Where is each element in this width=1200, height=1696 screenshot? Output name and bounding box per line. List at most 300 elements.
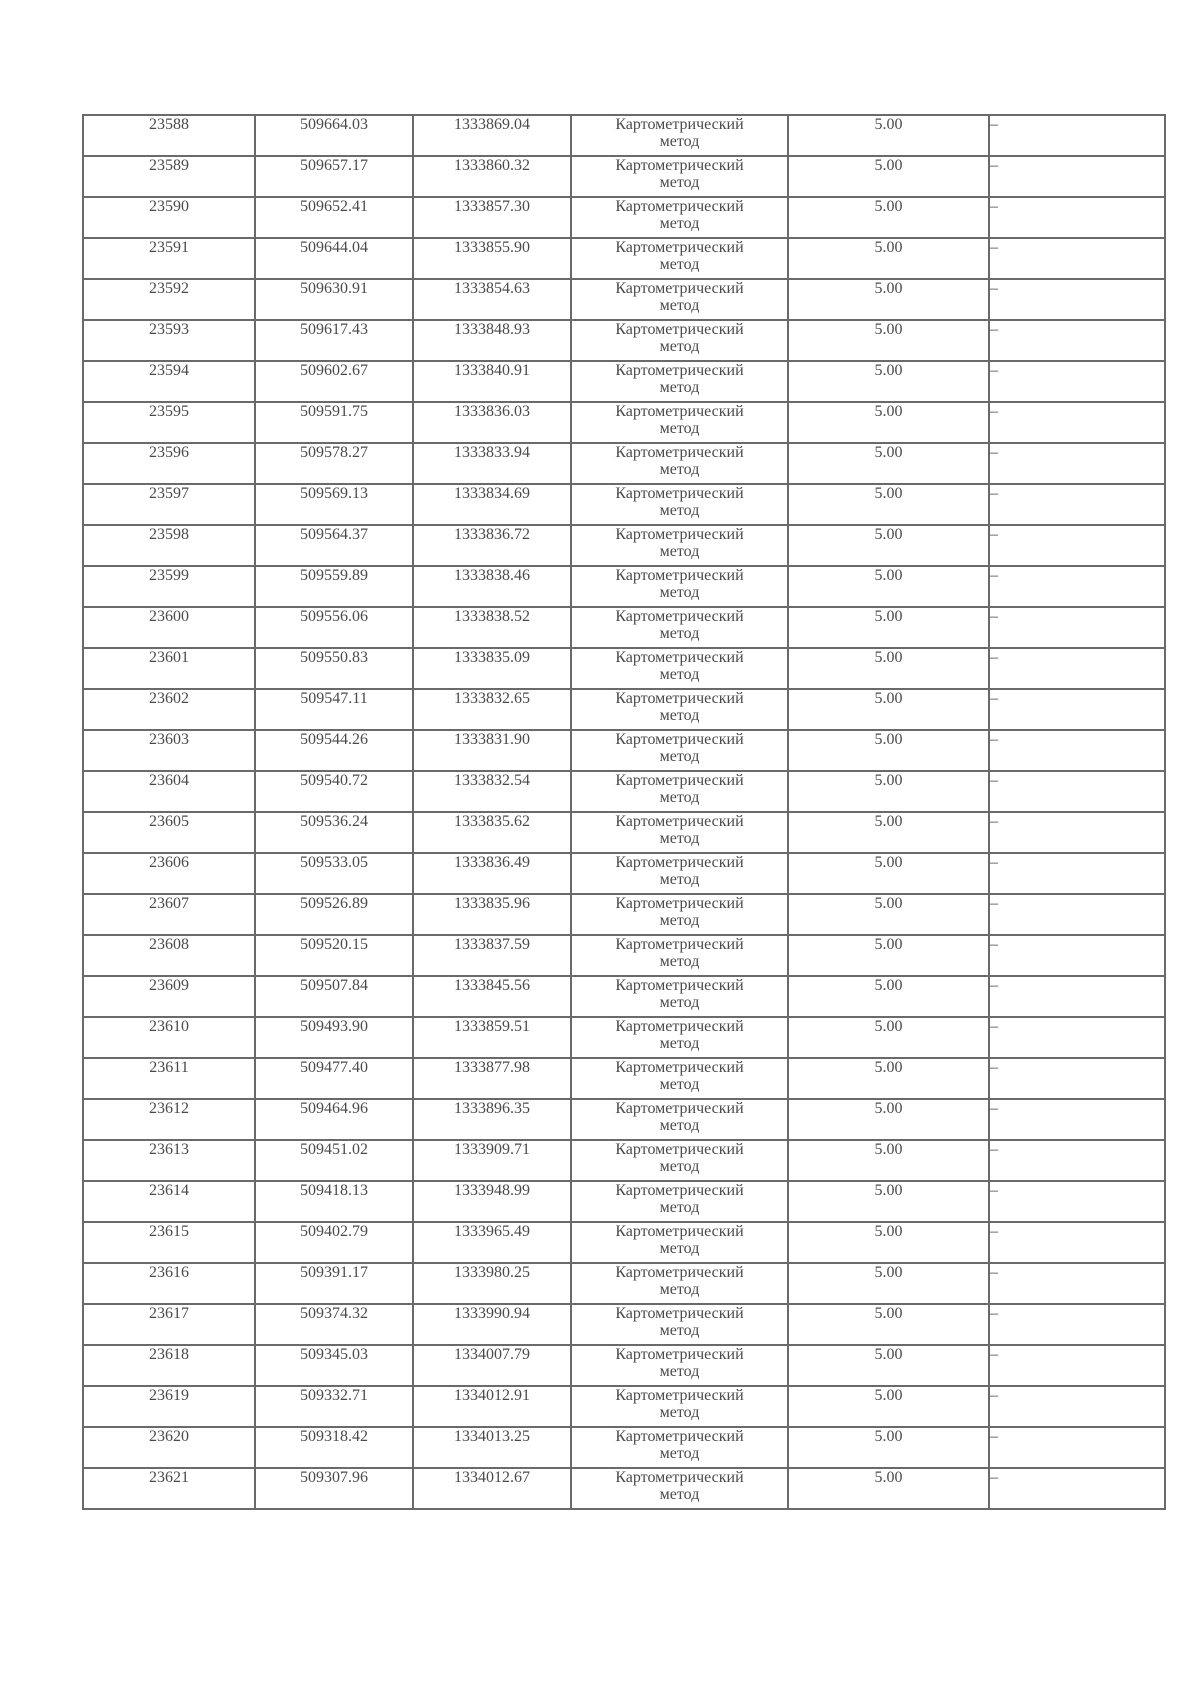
accuracy-cell: 5.00 bbox=[788, 156, 989, 197]
method-line-2: метод bbox=[659, 1486, 700, 1503]
method-line-2: метод bbox=[659, 1404, 700, 1421]
y-coordinate-cell: 1333909.71 bbox=[413, 1140, 571, 1181]
point-number-cell: 23591 bbox=[83, 238, 255, 279]
method-line-2: метод bbox=[659, 625, 700, 642]
x-coordinate-cell: 509547.11 bbox=[255, 689, 413, 730]
point-number-cell: 23605 bbox=[83, 812, 255, 853]
table-row bbox=[83, 1427, 1165, 1468]
x-coordinate-cell: 509451.02 bbox=[255, 1140, 413, 1181]
x-coordinate-cell: 509520.15 bbox=[255, 935, 413, 976]
table-row bbox=[83, 525, 1165, 566]
x-coordinate-cell: 509544.26 bbox=[255, 730, 413, 771]
method-line-1: Картометрический bbox=[615, 485, 744, 502]
y-coordinate-cell: 1333835.62 bbox=[413, 812, 571, 853]
method-line-2: метод bbox=[659, 789, 700, 806]
table-row bbox=[83, 1058, 1165, 1099]
point-number-cell: 23599 bbox=[83, 566, 255, 607]
x-coordinate-cell: 509332.71 bbox=[255, 1386, 413, 1427]
y-coordinate-cell: 1333832.65 bbox=[413, 689, 571, 730]
method-cell bbox=[571, 115, 788, 156]
method-line-2: метод bbox=[659, 133, 700, 150]
y-coordinate-cell: 1333848.93 bbox=[413, 320, 571, 361]
method-line-2: метод bbox=[659, 1322, 700, 1339]
note-cell: – bbox=[989, 1304, 1165, 1345]
method-cell bbox=[571, 1017, 788, 1058]
note-cell: – bbox=[989, 115, 1165, 156]
y-coordinate-cell: 1333836.72 bbox=[413, 525, 571, 566]
x-coordinate-cell: 509391.17 bbox=[255, 1263, 413, 1304]
accuracy-cell: 5.00 bbox=[788, 238, 989, 279]
method-cell bbox=[571, 443, 788, 484]
method-line-1: Картометрический bbox=[615, 526, 744, 543]
point-number-cell: 23602 bbox=[83, 689, 255, 730]
method-cell bbox=[571, 648, 788, 689]
method-cell bbox=[571, 1304, 788, 1345]
method-line-2: метод bbox=[659, 953, 700, 970]
accuracy-cell: 5.00 bbox=[788, 1386, 989, 1427]
method-cell bbox=[571, 402, 788, 443]
method-cell bbox=[571, 279, 788, 320]
table-row bbox=[83, 689, 1165, 730]
accuracy-cell: 5.00 bbox=[788, 935, 989, 976]
method-line-1: Картометрический bbox=[615, 403, 744, 420]
accuracy-cell: 5.00 bbox=[788, 730, 989, 771]
method-cell bbox=[571, 1099, 788, 1140]
note-cell: – bbox=[989, 320, 1165, 361]
table-row bbox=[83, 1304, 1165, 1345]
table-row bbox=[83, 156, 1165, 197]
y-coordinate-cell: 1333948.99 bbox=[413, 1181, 571, 1222]
method-line-1: Картометрический bbox=[615, 1100, 744, 1117]
method-line-1: Картометрический bbox=[615, 936, 744, 953]
x-coordinate-cell: 509477.40 bbox=[255, 1058, 413, 1099]
note-cell: – bbox=[989, 935, 1165, 976]
x-coordinate-cell: 509617.43 bbox=[255, 320, 413, 361]
table-row bbox=[83, 935, 1165, 976]
x-coordinate-cell: 509507.84 bbox=[255, 976, 413, 1017]
note-cell: – bbox=[989, 197, 1165, 238]
method-line-1: Картометрический bbox=[615, 1182, 744, 1199]
point-number-cell: 23595 bbox=[83, 402, 255, 443]
accuracy-cell: 5.00 bbox=[788, 361, 989, 402]
point-number-cell: 23618 bbox=[83, 1345, 255, 1386]
note-cell: – bbox=[989, 1140, 1165, 1181]
x-coordinate-cell: 509591.75 bbox=[255, 402, 413, 443]
accuracy-cell: 5.00 bbox=[788, 771, 989, 812]
y-coordinate-cell: 1334012.67 bbox=[413, 1468, 571, 1509]
x-coordinate-cell: 509526.89 bbox=[255, 894, 413, 935]
method-line-1: Картометрический bbox=[615, 239, 744, 256]
accuracy-cell: 5.00 bbox=[788, 115, 989, 156]
accuracy-cell: 5.00 bbox=[788, 279, 989, 320]
x-coordinate-cell: 509493.90 bbox=[255, 1017, 413, 1058]
accuracy-cell: 5.00 bbox=[788, 443, 989, 484]
method-line-1: Картометрический bbox=[615, 280, 744, 297]
note-cell: – bbox=[989, 976, 1165, 1017]
accuracy-cell: 5.00 bbox=[788, 1058, 989, 1099]
point-number-cell: 23620 bbox=[83, 1427, 255, 1468]
note-cell: – bbox=[989, 607, 1165, 648]
table-row bbox=[83, 853, 1165, 894]
point-number-cell: 23601 bbox=[83, 648, 255, 689]
y-coordinate-cell: 1333896.35 bbox=[413, 1099, 571, 1140]
note-cell: – bbox=[989, 771, 1165, 812]
x-coordinate-cell: 509536.24 bbox=[255, 812, 413, 853]
y-coordinate-cell: 1333834.69 bbox=[413, 484, 571, 525]
note-cell: – bbox=[989, 1222, 1165, 1263]
y-coordinate-cell: 1334013.25 bbox=[413, 1427, 571, 1468]
point-number-cell: 23610 bbox=[83, 1017, 255, 1058]
x-coordinate-cell: 509602.67 bbox=[255, 361, 413, 402]
table-row bbox=[83, 279, 1165, 320]
method-line-2: метод bbox=[659, 1445, 700, 1462]
point-number-cell: 23616 bbox=[83, 1263, 255, 1304]
method-line-1: Картометрический bbox=[615, 1305, 744, 1322]
accuracy-cell: 5.00 bbox=[788, 1263, 989, 1304]
method-line-2: метод bbox=[659, 1158, 700, 1175]
note-cell: – bbox=[989, 1468, 1165, 1509]
method-cell bbox=[571, 1263, 788, 1304]
method-line-1: Картометрический bbox=[615, 1469, 744, 1486]
accuracy-cell: 5.00 bbox=[788, 689, 989, 730]
method-line-2: метод bbox=[659, 338, 700, 355]
method-line-2: метод bbox=[659, 912, 700, 929]
y-coordinate-cell: 1333845.56 bbox=[413, 976, 571, 1017]
y-coordinate-cell: 1333855.90 bbox=[413, 238, 571, 279]
method-cell bbox=[571, 1222, 788, 1263]
accuracy-cell: 5.00 bbox=[788, 1468, 989, 1509]
table-row bbox=[83, 1263, 1165, 1304]
table-row bbox=[83, 484, 1165, 525]
y-coordinate-cell: 1333836.49 bbox=[413, 853, 571, 894]
x-coordinate-cell: 509559.89 bbox=[255, 566, 413, 607]
note-cell: – bbox=[989, 156, 1165, 197]
accuracy-cell: 5.00 bbox=[788, 402, 989, 443]
method-line-2: метод bbox=[659, 256, 700, 273]
note-cell: – bbox=[989, 1263, 1165, 1304]
point-number-cell: 23592 bbox=[83, 279, 255, 320]
x-coordinate-cell: 509464.96 bbox=[255, 1099, 413, 1140]
y-coordinate-cell: 1333854.63 bbox=[413, 279, 571, 320]
method-cell bbox=[571, 1345, 788, 1386]
method-line-1: Картометрический bbox=[615, 854, 744, 871]
x-coordinate-cell: 509345.03 bbox=[255, 1345, 413, 1386]
method-line-1: Картометрический bbox=[615, 649, 744, 666]
method-line-1: Картометрический bbox=[615, 1223, 744, 1240]
method-line-2: метод bbox=[659, 1076, 700, 1093]
x-coordinate-cell: 509664.03 bbox=[255, 115, 413, 156]
table-row bbox=[83, 1140, 1165, 1181]
point-number-cell: 23603 bbox=[83, 730, 255, 771]
note-cell: – bbox=[989, 279, 1165, 320]
method-line-2: метод bbox=[659, 871, 700, 888]
method-line-1: Картометрический bbox=[615, 1141, 744, 1158]
accuracy-cell: 5.00 bbox=[788, 607, 989, 648]
method-line-2: метод bbox=[659, 748, 700, 765]
table-row bbox=[83, 976, 1165, 1017]
point-number-cell: 23621 bbox=[83, 1468, 255, 1509]
x-coordinate-cell: 509402.79 bbox=[255, 1222, 413, 1263]
note-cell: – bbox=[989, 648, 1165, 689]
method-line-1: Картометрический bbox=[615, 116, 744, 133]
table-row bbox=[83, 1017, 1165, 1058]
coordinates-table-body bbox=[83, 115, 1165, 1509]
point-number-cell: 23596 bbox=[83, 443, 255, 484]
method-line-1: Картометрический bbox=[615, 1018, 744, 1035]
x-coordinate-cell: 509556.06 bbox=[255, 607, 413, 648]
y-coordinate-cell: 1333840.91 bbox=[413, 361, 571, 402]
x-coordinate-cell: 509550.83 bbox=[255, 648, 413, 689]
y-coordinate-cell: 1333869.04 bbox=[413, 115, 571, 156]
table-row bbox=[83, 566, 1165, 607]
point-number-cell: 23598 bbox=[83, 525, 255, 566]
note-cell: – bbox=[989, 853, 1165, 894]
method-cell bbox=[571, 320, 788, 361]
method-line-1: Картометрический bbox=[615, 772, 744, 789]
method-line-2: метод bbox=[659, 174, 700, 191]
point-number-cell: 23600 bbox=[83, 607, 255, 648]
y-coordinate-cell: 1333832.54 bbox=[413, 771, 571, 812]
table-row bbox=[83, 115, 1165, 156]
y-coordinate-cell: 1333980.25 bbox=[413, 1263, 571, 1304]
method-line-1: Картометрический bbox=[615, 157, 744, 174]
x-coordinate-cell: 509540.72 bbox=[255, 771, 413, 812]
table-row bbox=[83, 197, 1165, 238]
y-coordinate-cell: 1333857.30 bbox=[413, 197, 571, 238]
note-cell: – bbox=[989, 238, 1165, 279]
method-cell bbox=[571, 730, 788, 771]
method-line-1: Картометрический bbox=[615, 731, 744, 748]
accuracy-cell: 5.00 bbox=[788, 1222, 989, 1263]
point-number-cell: 23590 bbox=[83, 197, 255, 238]
y-coordinate-cell: 1333835.09 bbox=[413, 648, 571, 689]
note-cell: – bbox=[989, 525, 1165, 566]
method-cell bbox=[571, 689, 788, 730]
accuracy-cell: 5.00 bbox=[788, 853, 989, 894]
method-line-1: Картометрический bbox=[615, 1387, 744, 1404]
accuracy-cell: 5.00 bbox=[788, 484, 989, 525]
note-cell: – bbox=[989, 1386, 1165, 1427]
method-line-2: метод bbox=[659, 543, 700, 560]
method-cell bbox=[571, 935, 788, 976]
table-row bbox=[83, 894, 1165, 935]
x-coordinate-cell: 509652.41 bbox=[255, 197, 413, 238]
note-cell: – bbox=[989, 1017, 1165, 1058]
y-coordinate-cell: 1333836.03 bbox=[413, 402, 571, 443]
method-line-1: Картометрический bbox=[615, 813, 744, 830]
method-line-1: Картометрический bbox=[615, 362, 744, 379]
y-coordinate-cell: 1333877.98 bbox=[413, 1058, 571, 1099]
method-cell bbox=[571, 853, 788, 894]
method-line-2: метод bbox=[659, 297, 700, 314]
table-row bbox=[83, 1099, 1165, 1140]
accuracy-cell: 5.00 bbox=[788, 1345, 989, 1386]
method-cell bbox=[571, 525, 788, 566]
method-cell bbox=[571, 197, 788, 238]
accuracy-cell: 5.00 bbox=[788, 525, 989, 566]
table-row bbox=[83, 607, 1165, 648]
table-row bbox=[83, 361, 1165, 402]
table-row bbox=[83, 320, 1165, 361]
method-cell bbox=[571, 484, 788, 525]
x-coordinate-cell: 509644.04 bbox=[255, 238, 413, 279]
x-coordinate-cell: 509318.42 bbox=[255, 1427, 413, 1468]
method-cell bbox=[571, 812, 788, 853]
accuracy-cell: 5.00 bbox=[788, 1181, 989, 1222]
point-number-cell: 23617 bbox=[83, 1304, 255, 1345]
note-cell: – bbox=[989, 689, 1165, 730]
x-coordinate-cell: 509569.13 bbox=[255, 484, 413, 525]
accuracy-cell: 5.00 bbox=[788, 566, 989, 607]
method-line-2: метод bbox=[659, 584, 700, 601]
accuracy-cell: 5.00 bbox=[788, 976, 989, 1017]
method-line-2: метод bbox=[659, 1035, 700, 1052]
method-line-2: метод bbox=[659, 461, 700, 478]
method-cell bbox=[571, 1058, 788, 1099]
table-row bbox=[83, 443, 1165, 484]
method-line-2: метод bbox=[659, 1281, 700, 1298]
note-cell: – bbox=[989, 443, 1165, 484]
table-row bbox=[83, 1222, 1165, 1263]
method-cell bbox=[571, 894, 788, 935]
note-cell: – bbox=[989, 812, 1165, 853]
point-number-cell: 23615 bbox=[83, 1222, 255, 1263]
point-number-cell: 23611 bbox=[83, 1058, 255, 1099]
point-number-cell: 23604 bbox=[83, 771, 255, 812]
method-line-2: метод bbox=[659, 1363, 700, 1380]
table-row bbox=[83, 1345, 1165, 1386]
y-coordinate-cell: 1333833.94 bbox=[413, 443, 571, 484]
method-cell bbox=[571, 1468, 788, 1509]
accuracy-cell: 5.00 bbox=[788, 894, 989, 935]
note-cell: – bbox=[989, 1058, 1165, 1099]
coordinates-table bbox=[82, 114, 1166, 1510]
x-coordinate-cell: 509657.17 bbox=[255, 156, 413, 197]
method-line-2: метод bbox=[659, 666, 700, 683]
table-row bbox=[83, 238, 1165, 279]
x-coordinate-cell: 509307.96 bbox=[255, 1468, 413, 1509]
x-coordinate-cell: 509630.91 bbox=[255, 279, 413, 320]
accuracy-cell: 5.00 bbox=[788, 812, 989, 853]
method-line-2: метод bbox=[659, 420, 700, 437]
point-number-cell: 23609 bbox=[83, 976, 255, 1017]
y-coordinate-cell: 1333831.90 bbox=[413, 730, 571, 771]
document-page bbox=[82, 114, 1164, 1510]
method-line-1: Картометрический bbox=[615, 321, 744, 338]
table-row bbox=[83, 1181, 1165, 1222]
accuracy-cell: 5.00 bbox=[788, 1304, 989, 1345]
method-cell bbox=[571, 1427, 788, 1468]
table-row bbox=[83, 771, 1165, 812]
y-coordinate-cell: 1333838.52 bbox=[413, 607, 571, 648]
note-cell: – bbox=[989, 730, 1165, 771]
method-line-1: Картометрический bbox=[615, 690, 744, 707]
accuracy-cell: 5.00 bbox=[788, 1140, 989, 1181]
y-coordinate-cell: 1333965.49 bbox=[413, 1222, 571, 1263]
method-cell bbox=[571, 976, 788, 1017]
y-coordinate-cell: 1334012.91 bbox=[413, 1386, 571, 1427]
accuracy-cell: 5.00 bbox=[788, 1427, 989, 1468]
table-row bbox=[83, 812, 1165, 853]
method-cell bbox=[571, 1181, 788, 1222]
point-number-cell: 23608 bbox=[83, 935, 255, 976]
x-coordinate-cell: 509418.13 bbox=[255, 1181, 413, 1222]
method-line-1: Картометрический bbox=[615, 198, 744, 215]
note-cell: – bbox=[989, 1181, 1165, 1222]
point-number-cell: 23614 bbox=[83, 1181, 255, 1222]
y-coordinate-cell: 1334007.79 bbox=[413, 1345, 571, 1386]
table-row bbox=[83, 1468, 1165, 1509]
method-line-1: Картометрический bbox=[615, 977, 744, 994]
note-cell: – bbox=[989, 1427, 1165, 1468]
method-cell bbox=[571, 771, 788, 812]
accuracy-cell: 5.00 bbox=[788, 648, 989, 689]
method-line-2: метод bbox=[659, 1199, 700, 1216]
accuracy-cell: 5.00 bbox=[788, 320, 989, 361]
accuracy-cell: 5.00 bbox=[788, 197, 989, 238]
point-number-cell: 23613 bbox=[83, 1140, 255, 1181]
method-line-1: Картометрический bbox=[615, 1264, 744, 1281]
point-number-cell: 23589 bbox=[83, 156, 255, 197]
method-cell bbox=[571, 238, 788, 279]
method-line-1: Картометрический bbox=[615, 1428, 744, 1445]
point-number-cell: 23588 bbox=[83, 115, 255, 156]
note-cell: – bbox=[989, 402, 1165, 443]
method-cell bbox=[571, 1140, 788, 1181]
method-line-2: метод bbox=[659, 215, 700, 232]
table-row bbox=[83, 402, 1165, 443]
table-row bbox=[83, 1386, 1165, 1427]
x-coordinate-cell: 509578.27 bbox=[255, 443, 413, 484]
point-number-cell: 23606 bbox=[83, 853, 255, 894]
y-coordinate-cell: 1333859.51 bbox=[413, 1017, 571, 1058]
table-row bbox=[83, 730, 1165, 771]
note-cell: – bbox=[989, 566, 1165, 607]
method-line-1: Картометрический bbox=[615, 1059, 744, 1076]
method-line-1: Картометрический bbox=[615, 567, 744, 584]
x-coordinate-cell: 509564.37 bbox=[255, 525, 413, 566]
method-line-1: Картометрический bbox=[615, 895, 744, 912]
y-coordinate-cell: 1333990.94 bbox=[413, 1304, 571, 1345]
point-number-cell: 23593 bbox=[83, 320, 255, 361]
table-row bbox=[83, 648, 1165, 689]
note-cell: – bbox=[989, 1345, 1165, 1386]
point-number-cell: 23619 bbox=[83, 1386, 255, 1427]
method-line-2: метод bbox=[659, 994, 700, 1011]
method-line-1: Картометрический bbox=[615, 608, 744, 625]
method-cell bbox=[571, 361, 788, 402]
y-coordinate-cell: 1333835.96 bbox=[413, 894, 571, 935]
note-cell: – bbox=[989, 1099, 1165, 1140]
method-cell bbox=[571, 566, 788, 607]
method-line-2: метод bbox=[659, 707, 700, 724]
point-number-cell: 23607 bbox=[83, 894, 255, 935]
point-number-cell: 23594 bbox=[83, 361, 255, 402]
point-number-cell: 23612 bbox=[83, 1099, 255, 1140]
method-cell bbox=[571, 156, 788, 197]
method-line-1: Картометрический bbox=[615, 444, 744, 461]
method-line-2: метод bbox=[659, 830, 700, 847]
method-line-2: метод bbox=[659, 1117, 700, 1134]
note-cell: – bbox=[989, 894, 1165, 935]
y-coordinate-cell: 1333860.32 bbox=[413, 156, 571, 197]
method-cell bbox=[571, 607, 788, 648]
note-cell: – bbox=[989, 361, 1165, 402]
accuracy-cell: 5.00 bbox=[788, 1099, 989, 1140]
method-line-2: метод bbox=[659, 379, 700, 396]
method-line-2: метод bbox=[659, 502, 700, 519]
accuracy-cell: 5.00 bbox=[788, 1017, 989, 1058]
